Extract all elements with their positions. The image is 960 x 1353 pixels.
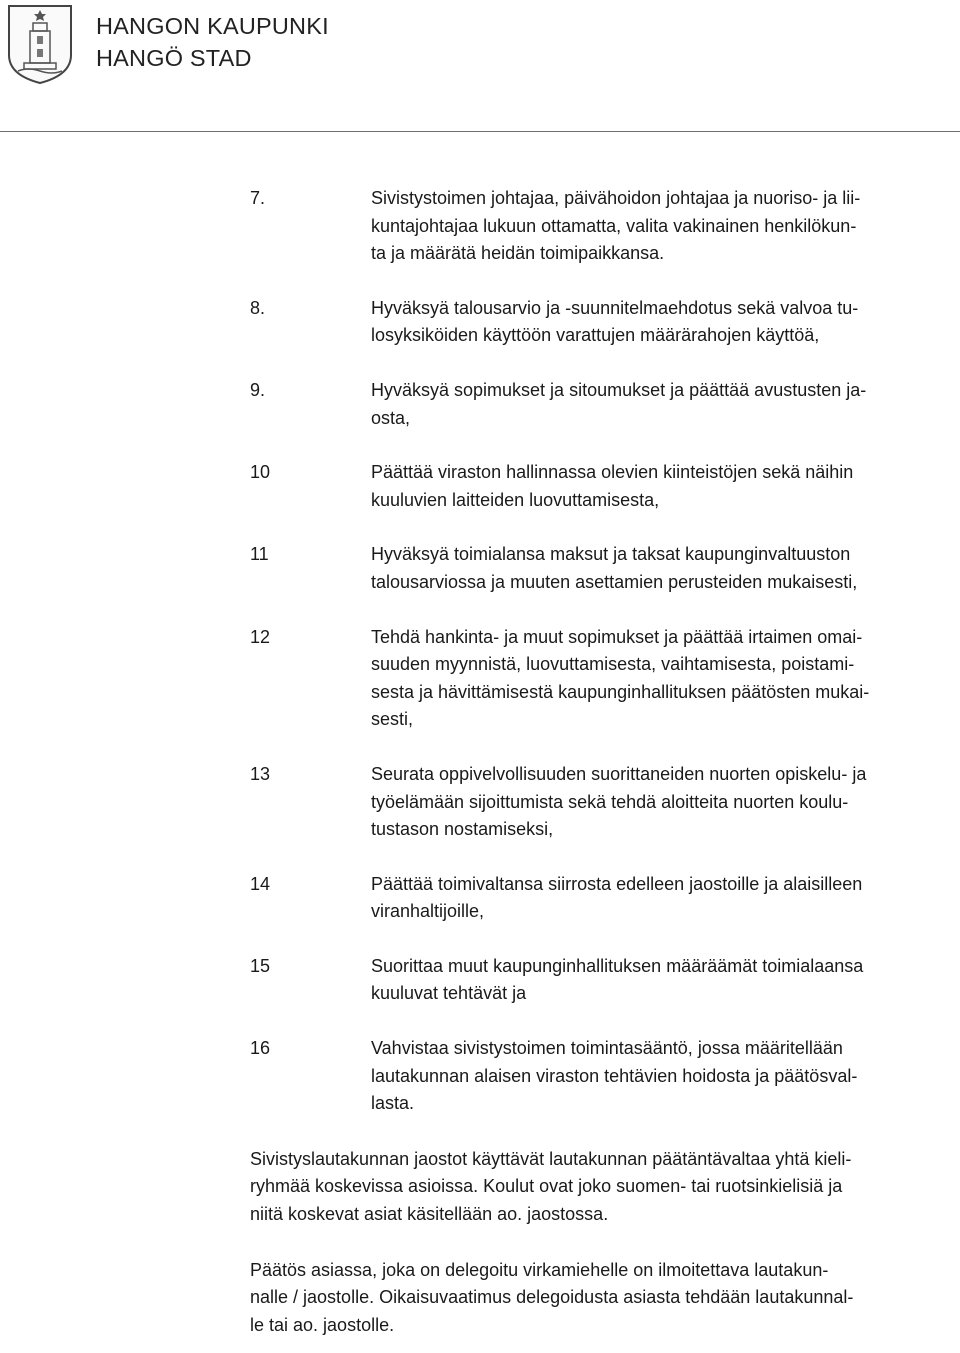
city-crest-icon [6, 3, 74, 85]
item-number: 15 [250, 955, 271, 976]
document-body [250, 185, 955, 1339]
item-number: 16 [250, 1038, 271, 1059]
item-number: 7. [250, 188, 266, 208]
item-text: Suorittaa muut kaupunginhallituksen määräämät toimialaansa kuuluvat tehtävät ja [371, 955, 864, 1004]
letterhead [0, 0, 960, 132]
item-number: 13 [250, 763, 271, 784]
list-item [250, 1035, 955, 1118]
list-item [250, 624, 955, 734]
list-item [250, 185, 955, 268]
organization-name [96, 10, 329, 74]
list-item [250, 459, 955, 514]
item-text: Seurata oppivelvollisuuden suorittaneiden nuorten opiskelu- ja työelämään sijoittumista sekä tehdä aloitteita nuorten koulu- tustason nostamiseksi, [371, 763, 867, 840]
item-number: 12 [250, 626, 271, 647]
item-number: 8. [250, 297, 266, 318]
item-text: Tehdä hankinta- ja muut sopimukset ja päättää irtaimen omai- suuden myynnistä, luovuttamisesta, vaihtamisesta, poistami- sesta ja hävittämisestä kaupunginhallituksen päätösten mukai- sesti, [371, 626, 870, 730]
item-number: 11 [250, 544, 269, 565]
item-number: 14 [250, 873, 271, 894]
org-name-swedish: HANGÖ STAD [96, 45, 252, 71]
list-item [250, 953, 955, 1008]
item-text: Päättää viraston hallinnassa olevien kiinteistöjen sekä näihin kuuluvien laitteiden luovuttamisesta, [371, 462, 854, 510]
paragraph: Päätös asiassa, joka on delegoitu virkamiehelle on ilmoitettava lautakun- nalle / jaostolle. Oikaisuvaatimus delegoidusta asiasta tehdään lautakunnal- le tai ao. jaostolle. [250, 1259, 854, 1335]
list-item [250, 377, 955, 432]
item-text: Sivistystoimen johtajaa, päivähoidon johtajaa ja nuoriso- ja lii- kuntajohtajaa lukuun ottamatta, valita vakinainen henkilökun- ta ja määrätä heidän toimipaikkansa. [371, 188, 861, 264]
list-item [250, 541, 955, 596]
item-number: 9. [250, 379, 266, 400]
list-item [250, 295, 955, 350]
item-text: Hyväksyä toimialansa maksut ja taksat kaupunginvaltuuston talousarviossa ja muuten asettamien perusteiden mukaisesti, [371, 544, 858, 592]
item-text: Päättää toimivaltansa siirrosta edelleen jaostoille ja alaisilleen viranhaltijoille, [371, 873, 863, 922]
item-text: Hyväksyä sopimukset ja sitoumukset ja päättää avustusten ja- osta, [371, 379, 867, 428]
item-text: Vahvistaa sivistystoimen toimintasääntö, jossa määritellään lautakunnan alaisen viraston tehtävien hoidosta ja päätösval- lasta. [371, 1038, 858, 1114]
list-item [250, 761, 955, 844]
item-number: 10 [250, 462, 271, 483]
item-text: Hyväksyä talousarvio ja -suunnitelmaehdotus sekä valvoa tu- losyksiköiden käyttöön varattujen määrärahojen käyttöä, [371, 297, 859, 346]
list-item [250, 871, 955, 926]
org-name-finnish: HANGON KAUPUNKI [96, 13, 329, 39]
header-divider [0, 131, 960, 132]
paragraph: Sivistyslautakunnan jaostot käyttävät lautakunnan päätäntävaltaa yhtä kieli- ryhmää koskevissa asioissa. Koulut ovat joko suomen- tai ruotsinkielisiä ja niitä koskevat asiat käsitellään ao. jaostossa. [250, 1148, 852, 1225]
